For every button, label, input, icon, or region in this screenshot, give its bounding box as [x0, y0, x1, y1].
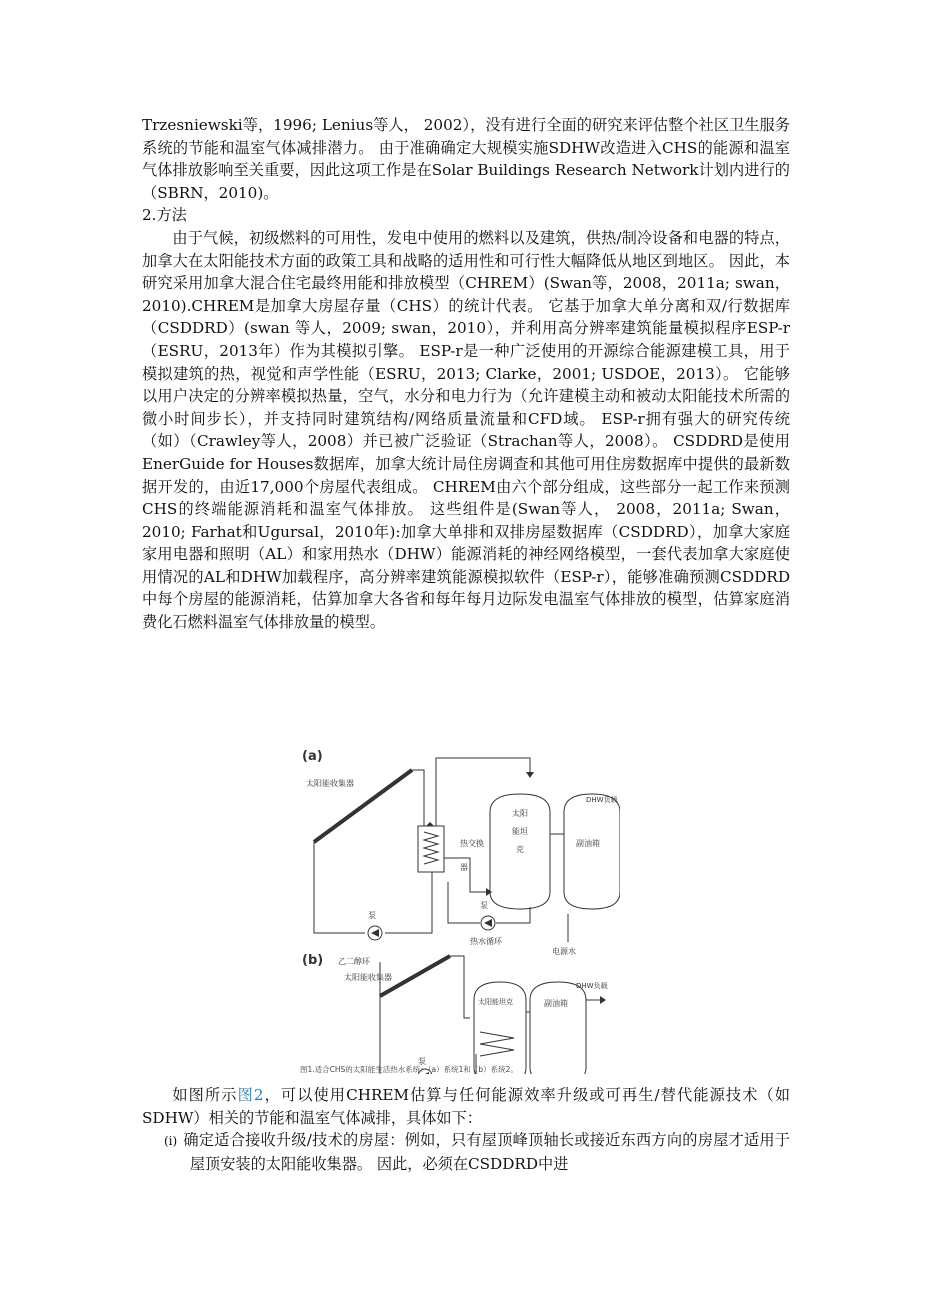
a-aux-tank-label: 副油箱: [576, 839, 600, 848]
figure-2-link[interactable]: 图2: [237, 1086, 264, 1104]
a-tank-label-3: 克: [516, 845, 524, 854]
b-arrow-load: [600, 996, 606, 1004]
intro-paragraph-text: Trzesniewski等，1996; Lenius等人， 2002），没有进行全面的研究来评估整个社区卫生服务系统的节能和温室气体减排潜力。 由于准确确定大规模实施SDHW改造进入CHS的能源和温室气体排放影响至关重要，因此这项工作是在Solar Buildings Research Network计划内进行的（SBRN，2010)。: [142, 116, 790, 202]
para-after-pre: 如图所示: [172, 1086, 238, 1104]
a-aux-tank: [564, 794, 620, 909]
methods-paragraph: [142, 227, 790, 634]
a-tank-label-1: 太阳: [512, 809, 528, 818]
b-tank-coil: [480, 1032, 514, 1056]
b-tank-label: 太阳能坦克: [478, 998, 513, 1006]
b-collector-label: 太阳能收集器: [344, 973, 392, 982]
a-hx-label-2: 器: [460, 863, 468, 872]
list-item-marker: (i): [164, 1134, 178, 1149]
a-arrow-down-tank: [526, 772, 534, 778]
section-heading-methods: 2.方法: [142, 206, 187, 225]
b-collector-outlet-pipe: [450, 956, 470, 1018]
b-aux-tank-label: 副油箱: [544, 999, 568, 1008]
a-hx-coil: [424, 832, 438, 864]
b-aux-tank: [530, 982, 586, 1074]
a-heat-exchanger: [418, 826, 444, 872]
intro-paragraph: [142, 114, 790, 204]
list-item-1: [164, 1129, 790, 1175]
a-collector-label: 太阳能收集器: [306, 779, 354, 788]
a-arrow-right-tank: [486, 888, 492, 896]
a-glycol-return-pipe: [385, 872, 432, 933]
a-collector-outlet-pipe: [412, 770, 430, 826]
a-glycol-loop-left: [314, 842, 365, 933]
a-mains-water-label: 电源水: [552, 947, 576, 956]
figure-1-diagram: [300, 742, 620, 1074]
a-load-label: DHW负载: [586, 796, 618, 804]
b-load-label: DHW负载: [576, 982, 608, 990]
figure-reference-paragraph: [142, 1084, 790, 1129]
a-pump-1-label: 泵: [368, 911, 376, 920]
a-tank-label-2: 能坦: [512, 827, 528, 836]
b-pump-label: 泵: [418, 1057, 426, 1066]
a-hot-water-loop-bottom: [448, 882, 480, 923]
list-item-text: 确定适合接收升级/技术的房屋：例如，只有屋顶峰顶轴长或接近东西方向的房屋才适用于屋顶安装的太阳能收集器。 因此，必须在CSDDRD中进: [183, 1131, 790, 1173]
panel-a-label: (a): [302, 749, 323, 764]
para-after-post: ，可以使用CHREM估算与任何能源效率升级或可再生/替代能源技术（如SDHW）相关的节能和温室气体减排，具体如下：: [142, 1086, 790, 1127]
a-hot-water-loop-label: 热水循环: [470, 937, 502, 946]
lower-text: [142, 1084, 790, 1175]
b-solar-tank: [474, 982, 526, 1074]
panel-b-label: (b): [302, 953, 324, 968]
upper-text: [142, 114, 790, 634]
a-pump-2-label: 泵: [480, 901, 488, 910]
a-hx-label-1: 热交换: [460, 839, 484, 848]
figure-1: [300, 742, 620, 1074]
methods-paragraph-text: 由于气候，初级燃料的可用性，发电中使用的燃料以及建筑，供热/制冷设备和电器的特点，加拿大在太阳能技术方面的政策工具和战略的适用性和可行性大幅降低从地区到地区。 因此，本研究采用加拿大混合住宅最终用能和排放模型（CHREM）(Swan等，2008，2011a; swan，2010).CHREM是加拿大房屋存量（CHS）的统计代表。 它基于加拿大单分离和双/行数据库（CSDDRD）(swan 等人，2009; swan，2010），并利用高分辨率建筑能量模拟程序ESP-r（ESRU，2013年）作为其模拟引擎。 ESP-r是一种广泛使用的开源综合能源建模工具，用于模拟建筑的热，视觉和声学性能（ESRU，2013; Clarke，2001; USDOE，2013）。 它能够以用户决定的分辨率模拟热量，空气，水分和电力行为（允许建模主动和被动太阳能技术所需的微小时间步长），并支持同时建筑结构/网络质量流量和CFD域。 ESP-r拥有强大的研究传统（如）（Crawley等人，2008）并已被广泛验证（Strachan等人，2008）。 CSDDRD是使用EnerGuide for Houses数据库，加拿大统计局住房调查和其他可用住房数据库中提供的最新数据开发的，由近17,000个房屋代表组成。 CHREM由六个部分组成，这些部分一起工作来预测CHS的终端能源消耗和温室气体排放。 这些组件是(Swan等人， 2008，2011a; Swan，2010; Farhat和Ugursal，2010年):加拿大单排和双排房屋数据库（CSDDRD），加拿大家庭家用电器和照明（AL）和家用热水（DHW）能源消耗的神经网络模型，一套代表加拿大家庭使用情况的AL和DHW加载程序，高分辨率建筑能源模拟软件（ESP-r），能够准确预测CSDDRD中每个房屋的能源消耗，估算加拿大各省和每年每月边际发电温室气体排放的模型，估算家庭消费化石燃料温室气体排放量的模型。: [142, 228, 790, 632]
a-glycol-loop-label: 乙二醇环: [338, 957, 370, 966]
a-hot-water-return: [496, 907, 530, 923]
a-arrow-up: [426, 822, 434, 826]
figure-caption: 图1.适合CHS的太阳能生活热水系统：（a）系统1和（b）系统2。: [300, 1065, 518, 1074]
